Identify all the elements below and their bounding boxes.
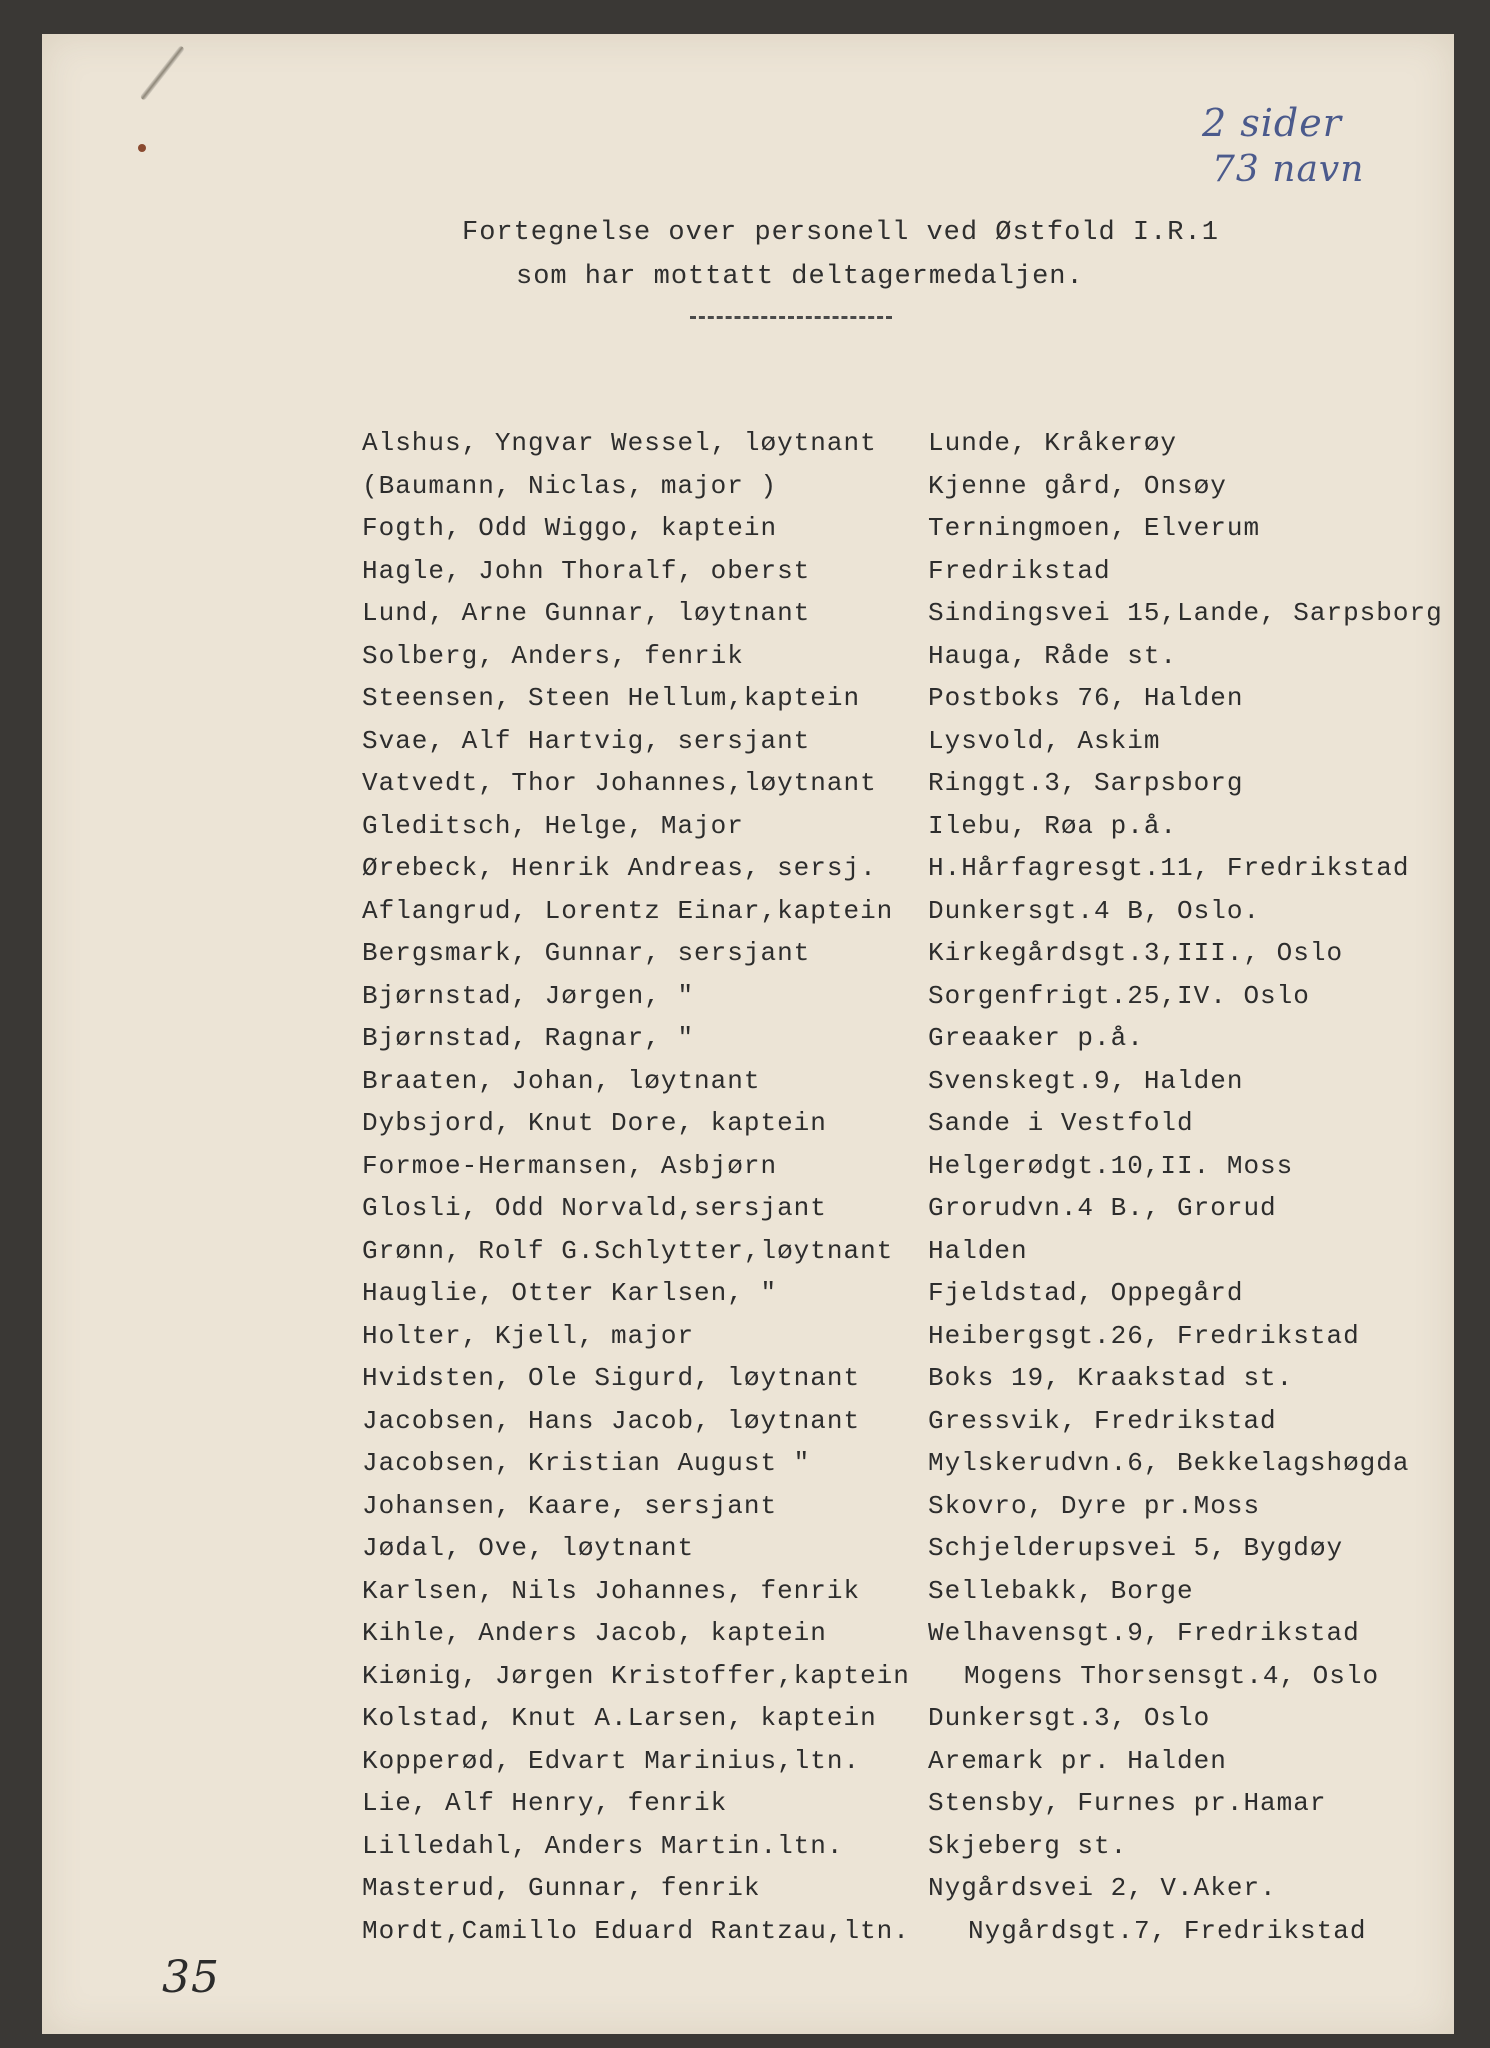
list-item (362, 1278, 1490, 1321)
list-item (362, 428, 1490, 471)
person-address: Kirkegårdsgt.3,III., Oslo (928, 938, 1344, 968)
person-address: Nygårdsvei 2, V.Aker. (928, 1873, 1277, 1903)
person-address: Skjeberg st. (928, 1830, 1128, 1861)
person-name: Lilledahl, Anders Martin.ltn. (362, 1830, 844, 1861)
person-name: Solberg, Anders, fenrik (362, 640, 744, 671)
person-name: (Baumann, Niclas, major ) (362, 470, 778, 501)
person-address: Dunkersgt.3, Oslo (928, 1703, 1211, 1733)
person-name: Fogth, Odd Wiggo, kaptein (362, 513, 778, 543)
person-address: Ilebu, Røa p.å. (928, 810, 1178, 841)
person-address: Heibergsgt.26, Fredrikstad (928, 1320, 1360, 1351)
person-name: Lie, Alf Henry, fenrik (362, 1788, 728, 1818)
person-address: Sorgenfrigt.25,IV. Oslo (928, 980, 1310, 1011)
person-name: Gleditsch, Helge, Major (362, 810, 744, 841)
person-address: Svenskegt.9, Halden (928, 1065, 1244, 1096)
staple (140, 45, 185, 101)
list-item (362, 853, 1490, 896)
page-number: 35 (162, 1952, 220, 2003)
person-address: Stensby, Furnes pr.Hamar (928, 1788, 1327, 1818)
person-address: Kjenne gård, Onsøy (928, 470, 1227, 501)
person-address: Sindingsvei 15,Lande, Sarpsborg (928, 598, 1443, 628)
list-item (362, 1363, 1490, 1406)
list-item (362, 938, 1490, 981)
person-name: Hvidsten, Ole Sigurd, løytnant (362, 1363, 861, 1393)
list-item (362, 726, 1490, 769)
person-name: Masterud, Gunnar, fenrik (362, 1873, 761, 1903)
person-name: Hauglie, Otter Karlsen, " (362, 1278, 778, 1308)
person-name: Braaten, Johan, løytnant (362, 1065, 761, 1096)
list-item (362, 471, 1490, 514)
person-name: Kolstad, Knut A.Larsen, kaptein (362, 1703, 877, 1733)
person-address: Lysvold, Askim (928, 725, 1161, 756)
list-item (362, 1406, 1490, 1449)
person-name: Lund, Arne Gunnar, løytnant (362, 598, 811, 628)
list-item (362, 1831, 1490, 1874)
list-item (362, 1448, 1490, 1491)
person-name: Vatvedt, Thor Johannes,løytnant (362, 768, 877, 798)
list-item (362, 598, 1490, 641)
person-name: Grønn, Rolf G.Schlytter,løytnant (362, 1235, 894, 1266)
person-name: Kiønig, Jørgen Kristoffer,kaptein (362, 1660, 910, 1691)
handwritten-pages-note: 2 sider (1202, 101, 1342, 145)
list-item (362, 1491, 1490, 1534)
person-name: Karlsen, Nils Johannes, fenrik (362, 1575, 861, 1606)
person-address: Mylskerudvn.6, Bekkelagshøgda (928, 1448, 1410, 1478)
person-name: Glosli, Odd Norvald,sersjant (362, 1193, 827, 1223)
person-name: Bjørnstad, Jørgen, " (362, 980, 695, 1011)
list-item (362, 1321, 1490, 1364)
list-item (362, 1533, 1490, 1576)
person-name: Steensen, Steen Hellum,kaptein (362, 683, 861, 713)
person-name: Jacobsen, Hans Jacob, løytnant (362, 1405, 861, 1436)
list-item (362, 1746, 1490, 1789)
person-name: Formoe-Hermansen, Asbjørn (362, 1150, 778, 1181)
list-item (362, 1066, 1490, 1109)
list-item (362, 896, 1490, 939)
list-item (362, 1023, 1490, 1066)
person-address: Mogens Thorsensgt.4, Oslo (964, 1660, 1380, 1691)
list-item (362, 556, 1490, 599)
list-item (362, 768, 1490, 811)
person-address: Dunkersgt.4 B, Oslo. (928, 895, 1261, 926)
person-address: H.Hårfagresgt.11, Fredrikstad (928, 853, 1410, 883)
list-item (362, 1788, 1490, 1831)
person-name: Aflangrud, Lorentz Einar,kaptein (362, 895, 894, 926)
list-item (362, 513, 1490, 556)
document-title: Fortegnelse over personell ved Østfold I.R.1 (462, 218, 1219, 248)
person-address: Postboks 76, Halden (928, 683, 1244, 713)
person-address: Grorudvn.4 B., Grorud (928, 1193, 1277, 1223)
person-name: Kopperød, Edvart Marinius,ltn. (362, 1745, 861, 1776)
person-address: Greaaker p.å. (928, 1023, 1144, 1053)
person-address: Schjelderupsvei 5, Bygdøy (928, 1533, 1344, 1563)
person-name: Holter, Kjell, major (362, 1320, 695, 1351)
person-address: Nygårdsgt.7, Fredrikstad (968, 1915, 1367, 1946)
person-name: Johansen, Kaare, sersjant (362, 1490, 778, 1521)
staple-hole (138, 144, 146, 152)
person-address: Lunde, Kråkerøy (928, 428, 1178, 458)
person-address: Terningmoen, Elverum (928, 513, 1261, 543)
person-address: Sande i Vestfold (928, 1108, 1194, 1138)
person-name: Jødal, Ove, løytnant (362, 1533, 695, 1563)
person-address: Sellebakk, Borge (928, 1575, 1194, 1606)
list-item (362, 683, 1490, 726)
person-address: Fjeldstad, Oppegård (928, 1278, 1244, 1308)
list-item (362, 981, 1490, 1024)
person-name: Hagle, John Thoralf, oberst (362, 555, 811, 586)
person-name: Jacobsen, Kristian August " (362, 1448, 811, 1478)
list-item (362, 1873, 1490, 1916)
title-underline (690, 316, 892, 319)
list-item (362, 1236, 1490, 1279)
person-name: Mordt,Camillo Eduard Rantzau,ltn. (362, 1915, 910, 1946)
person-address: Ringgt.3, Sarpsborg (928, 768, 1244, 798)
person-name: Kihle, Anders Jacob, kaptein (362, 1618, 827, 1648)
list-item (362, 1661, 1490, 1704)
list-item (362, 1108, 1490, 1151)
person-address: Aremark pr. Halden (928, 1745, 1227, 1776)
personnel-list (362, 428, 1490, 1958)
list-item (362, 1151, 1490, 1194)
list-item (362, 811, 1490, 854)
person-name: Alshus, Yngvar Wessel, løytnant (362, 428, 877, 458)
person-address: Fredrikstad (928, 555, 1111, 586)
list-item (362, 641, 1490, 684)
person-address: Gressvik, Fredrikstad (928, 1405, 1277, 1436)
person-name: Bergsmark, Gunnar, sersjant (362, 938, 811, 968)
person-name: Svae, Alf Hartvig, sersjant (362, 725, 811, 756)
person-address: Boks 19, Kraakstad st. (928, 1363, 1294, 1393)
list-item (362, 1193, 1490, 1236)
person-address: Halden (928, 1235, 1028, 1266)
person-name: Ørebeck, Henrik Andreas, sersj. (362, 853, 877, 883)
person-name: Bjørnstad, Ragnar, " (362, 1023, 695, 1053)
document-page (42, 34, 1454, 2034)
list-item (362, 1916, 1490, 1959)
person-name: Dybsjord, Knut Dore, kaptein (362, 1108, 827, 1138)
person-address: Hauga, Råde st. (928, 640, 1178, 671)
handwritten-names-note: 73 navn (1212, 149, 1365, 190)
list-item (362, 1618, 1490, 1661)
document-subtitle: som har mottatt deltagermedaljen. (516, 262, 1084, 292)
list-item (362, 1703, 1490, 1746)
person-address: Welhavensgt.9, Fredrikstad (928, 1618, 1360, 1648)
person-address: Skovro, Dyre pr.Moss (928, 1490, 1261, 1521)
list-item (362, 1576, 1490, 1619)
person-address: Helgerødgt.10,II. Moss (928, 1150, 1294, 1181)
